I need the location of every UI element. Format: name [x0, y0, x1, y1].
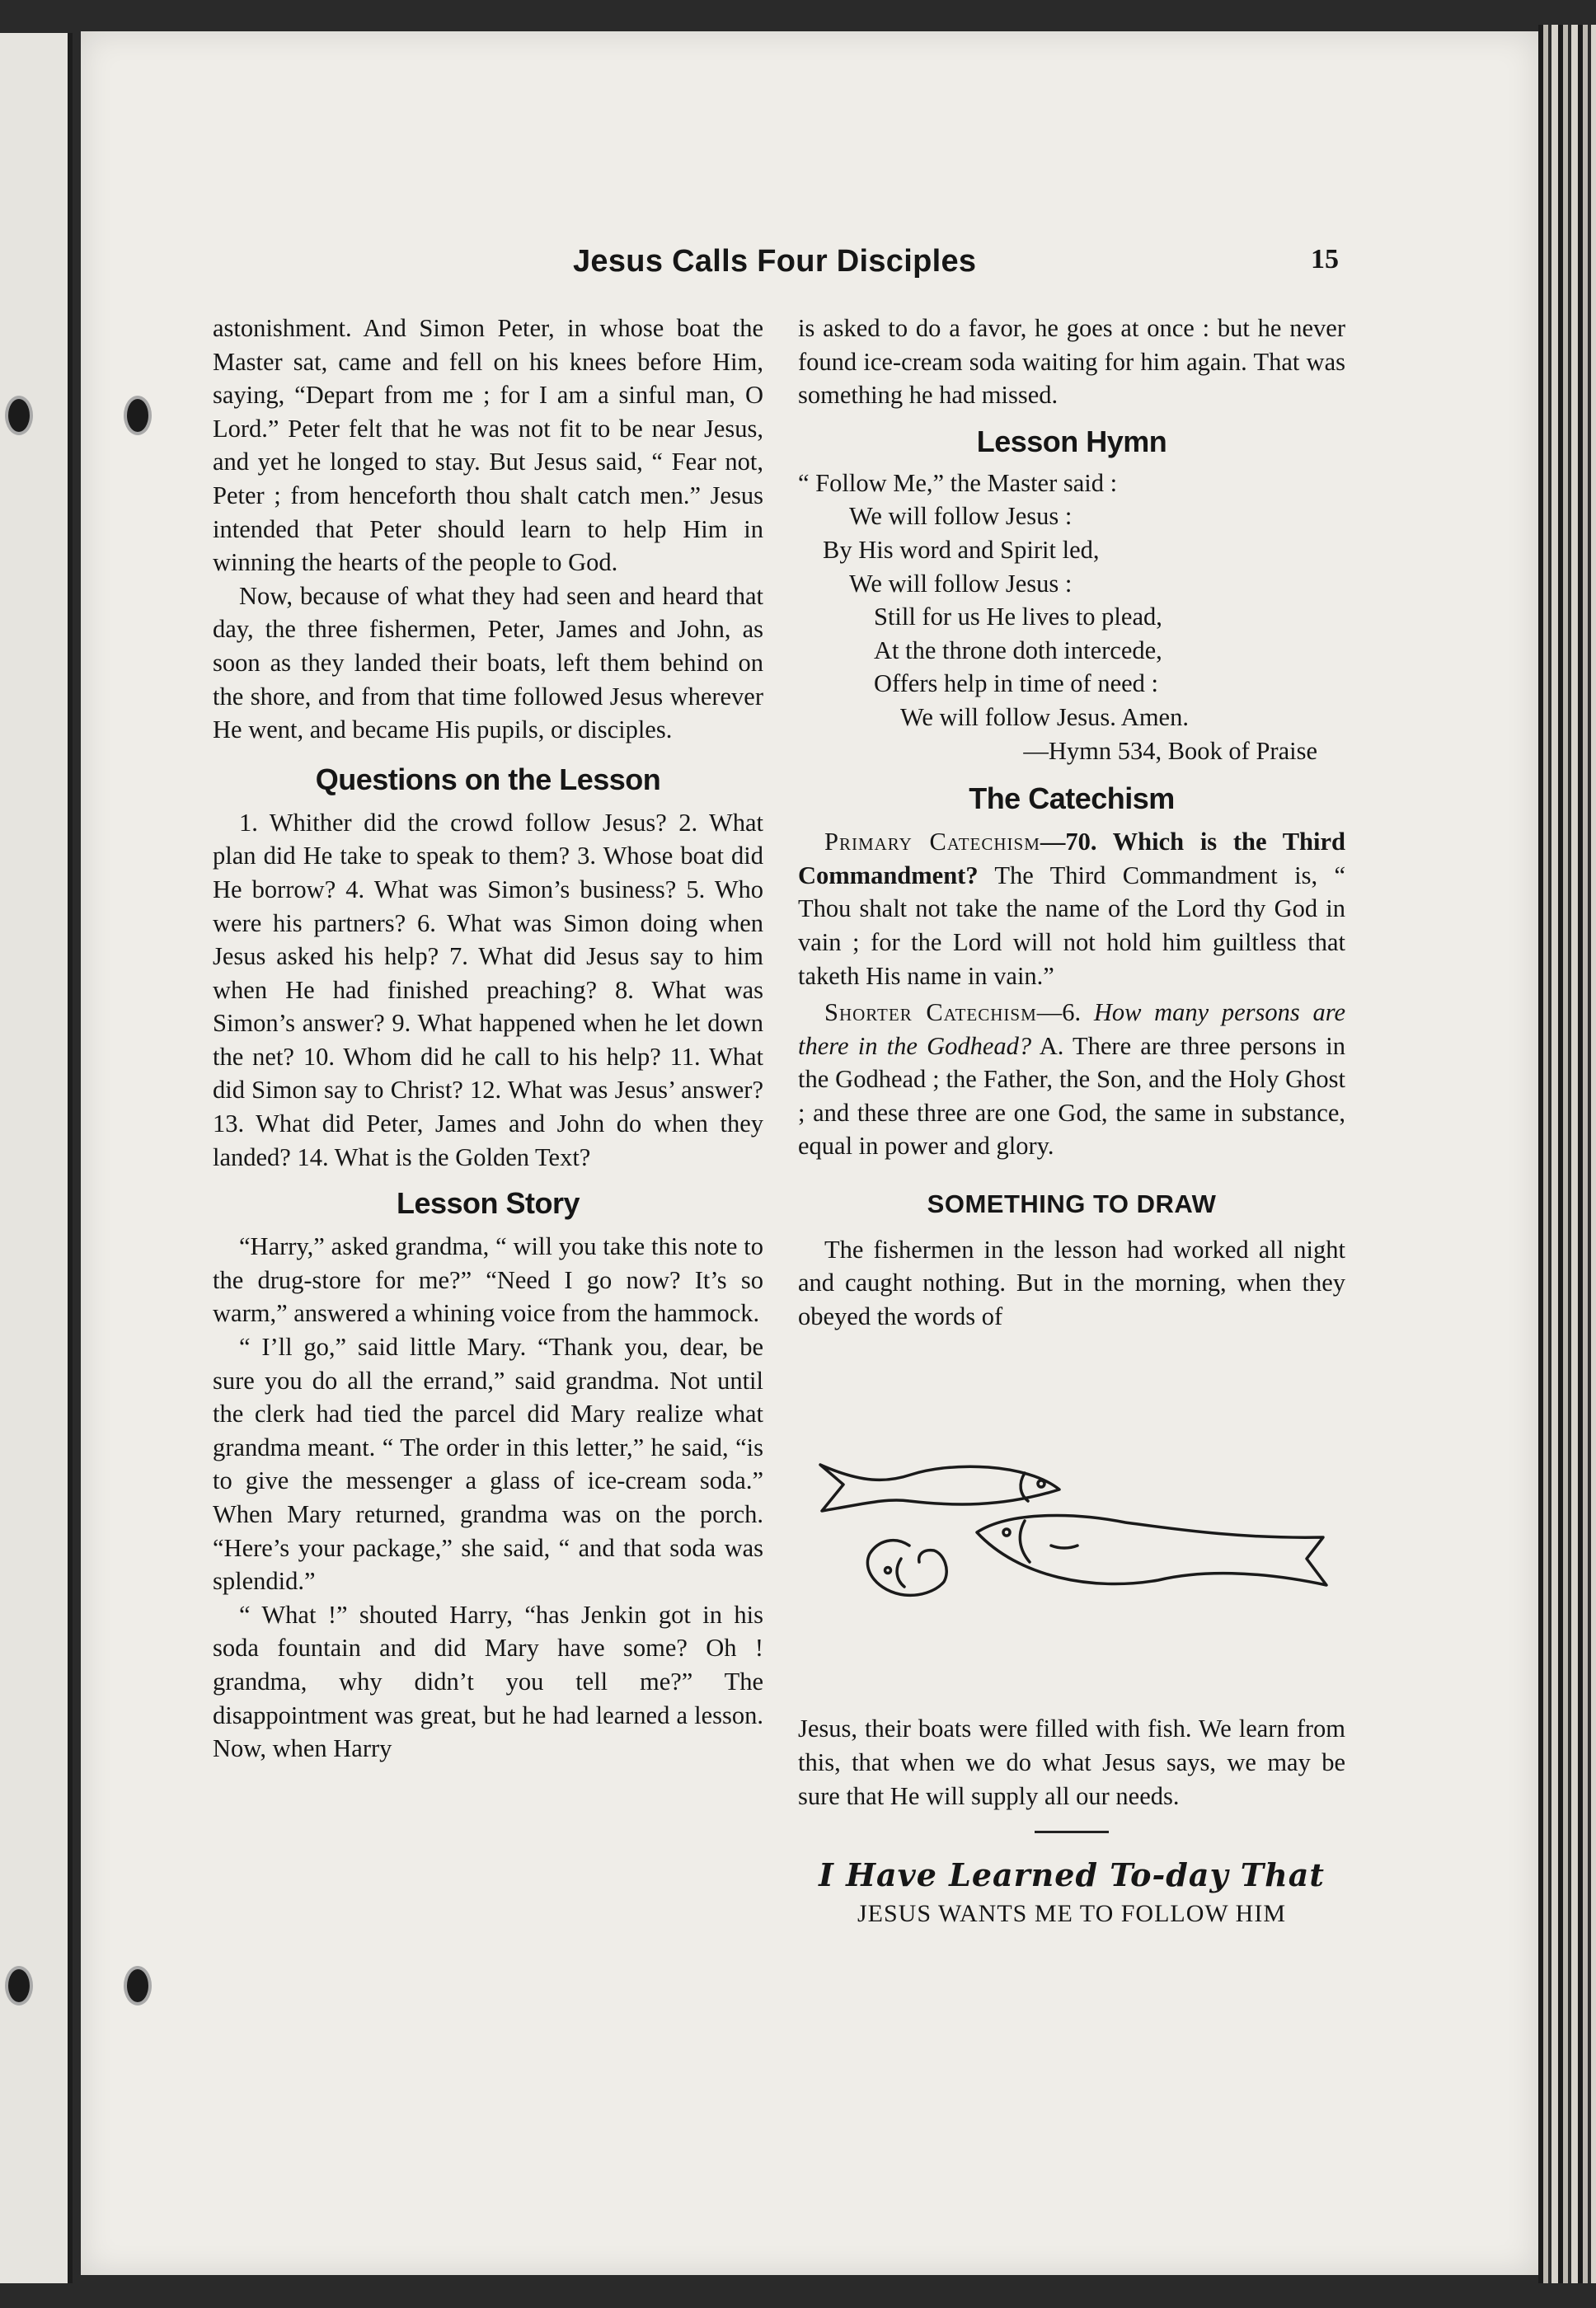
fish-eye: [1038, 1480, 1044, 1487]
shorter-catechism-answer: A. There are three persons in the Godhead ; the Father, the Son, and the Holy Ghost ; and these three are one God, the same in substance, equal in power and glory.: [798, 1031, 1345, 1161]
fish-drawing: [812, 1447, 1340, 1603]
learned-statement: JESUS WANTS ME TO FOLLOW HIM: [857, 1900, 1286, 1928]
shorter-catechism: [798, 996, 1345, 1163]
hymn-line: At the throne doth intercede,: [874, 636, 1162, 664]
fish-mouth: [1051, 1546, 1077, 1548]
primary-catechism: [798, 825, 1345, 992]
story-paragraph: astonishment. And Simon Peter, in whose boat the Master sat, came and fell on his knees before Him, saying, “Depart from me ; for I am a sinful man, O Lord.” Peter felt that he was not fit to be near Jesus, and yet he longed to stay. But Jesus said, “ Fear not, Peter ; from henceforth thou shalt catch men.” Jesus intended that Peter should learn to help Him in winning the hearts of the people to God.: [213, 314, 763, 577]
page-number: 15: [1311, 244, 1339, 274]
catechism-heading: The Catechism: [969, 781, 1175, 816]
right-page-stack: [1538, 25, 1596, 2283]
lesson-story-paragraph: “ What !” shouted Harry, “has Jenkin got in his soda fountain and did Mary have some? Oh ! grandma, why didn’t you tell me?” The disappointment was great, but he had learned a lesson. Now, when Harry: [213, 1600, 763, 1763]
fish-outline: [977, 1515, 1326, 1585]
questions-heading: Questions on the Lesson: [315, 762, 661, 796]
right-column: [798, 312, 1345, 1932]
hymn-line: “ Follow Me,” the Master said :: [798, 468, 1118, 497]
hymn-line: We will follow Jesus :: [849, 502, 1073, 531]
draw-heading: SOMETHING TO DRAW: [927, 1189, 1217, 1219]
fish-eye: [885, 1568, 891, 1574]
binding-hole: [5, 1966, 33, 2005]
hymn-line: By His word and Spirit led,: [823, 535, 1100, 564]
lesson-story-heading: Lesson Story: [396, 1186, 580, 1221]
hymn-line: Still for us He lives to plead,: [874, 603, 1162, 631]
hymn-source: —Hymn 534, Book of Praise: [1023, 736, 1317, 765]
divider: [1035, 1831, 1109, 1833]
left-column: [213, 312, 763, 1766]
left-page-edge: [0, 33, 73, 2283]
primary-catechism-question: —70. Which is the Third Commandment?: [798, 828, 1345, 889]
fish-outline: [820, 1465, 1059, 1511]
fish-outline: [867, 1541, 946, 1596]
primary-catechism-answer: The Third Commandment is, “ Thou shalt not take the name of the Lord thy God in vain ; for the Lord will not hold him guiltless that taketh His name in vain.”: [798, 861, 1345, 990]
questions-list: 1. Whither did the crowd follow Jesus? 2. What plan did He take to speak to them? 3. Whose boat did He borrow? 4. What was Simon’s business? 5. Who were his partners? 6. What was Simon doing when Jesus asked his help? 7. What did Jesus say to him when He had finished preaching? 8. What was Simon’s answer? 9. What happened when he let down the net? 10. Whom did he call to his help? 11. What did Simon say to Christ? 12. What was Jesus’ answer? 13. What did Peter, James and John do when they landed? 14. What is the Golden Text?: [213, 808, 763, 1171]
binding-hole: [124, 1966, 152, 2005]
lesson-story-paragraph: “ I’ll go,” said little Mary. “Thank you, dear, be sure you do all the errand,” said grandma. Not until the clerk had tied the parcel did Mary realize what grandma meant. “ The order in this letter,” he said, “is to give the messenger a glass of ice-cream soda.” When Mary returned, grandma was on the porch. “Here’s your package,” she said, “ and that soda was splendid.”: [213, 1333, 763, 1596]
binding-hole: [124, 396, 152, 435]
story-paragraph: Now, because of what they had seen and heard that day, the three fishermen, Peter, James and John, as soon as they landed their boats, left them behind on the shore, and from that time followed Jesus wherever He went, and became His pupils, or disciples.: [213, 581, 763, 744]
shorter-catechism-number: —6.: [1036, 998, 1094, 1027]
draw-text-continued: Jesus, their boats were filled with fish. We learn from this, that when we do what Jesus says, we may be sure that He will supply all our needs.: [798, 1715, 1345, 1810]
shorter-catechism-question: How many persons are there in the Godhead?: [798, 998, 1346, 1060]
binding-hole: [5, 396, 33, 435]
running-header: Jesus Calls Four Disciples: [573, 244, 977, 279]
hymn-line: We will follow Jesus :: [849, 569, 1073, 598]
story-continuation: is asked to do a favor, he goes at once : but he never found ice-cream soda waiting for him again. That was something he had missed.: [798, 314, 1345, 410]
draw-text: The fishermen in the lesson had worked all night and caught nothing. But in the morning, when they obeyed the words of: [798, 1235, 1345, 1330]
primary-catechism-label: Primary Catechism: [824, 828, 1040, 856]
fish-eye: [1003, 1529, 1010, 1536]
hymn-line: Offers help in time of need :: [874, 669, 1159, 698]
hymn: [798, 467, 1345, 767]
shorter-catechism-label: Shorter Catechism: [824, 998, 1037, 1027]
hymn-heading: Lesson Hymn: [976, 424, 1167, 458]
hymn-line: We will follow Jesus. Amen.: [900, 702, 1189, 731]
lesson-story-paragraph: “Harry,” asked grandma, “ will you take this note to the drug-store for me?” “Need I go now? It’s so warm,” answered a whining voice from the hammock.: [213, 1232, 763, 1328]
learned-heading: I Have Learned To-day That: [819, 1856, 1325, 1894]
fish-gill: [897, 1559, 904, 1587]
fish-gill: [1020, 1521, 1030, 1562]
